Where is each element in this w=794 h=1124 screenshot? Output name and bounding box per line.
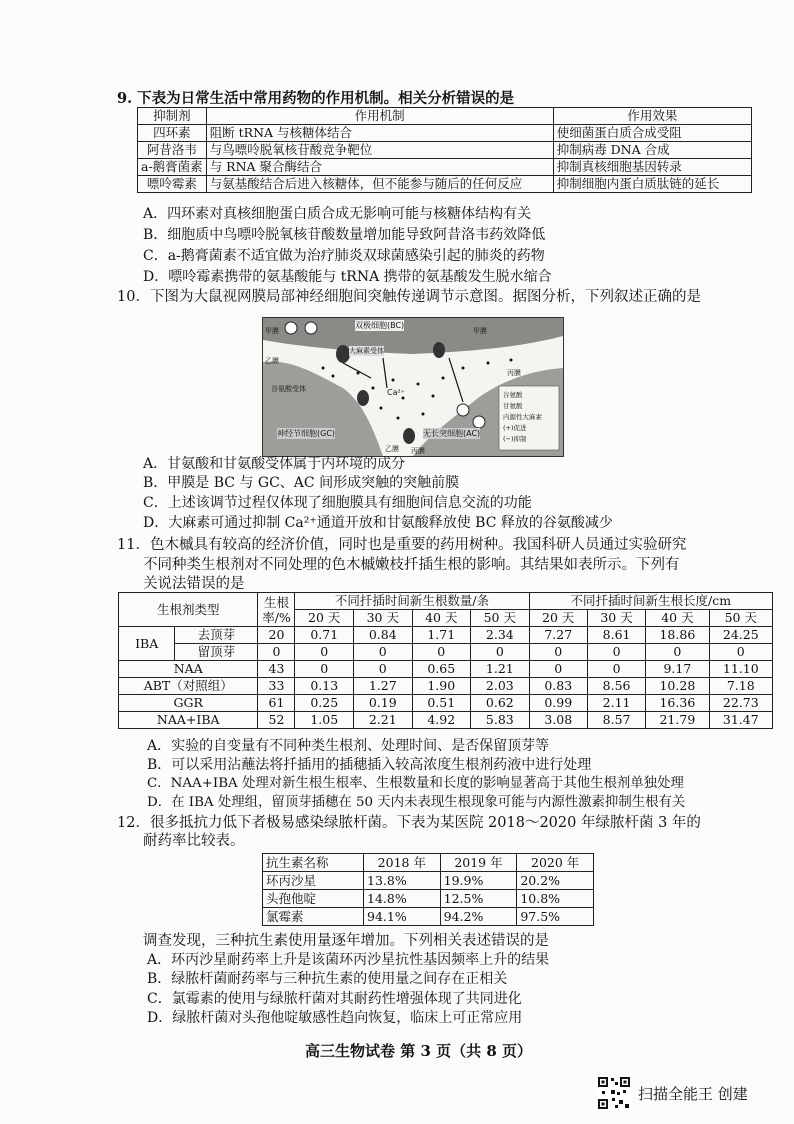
q12-cell: 20.2% bbox=[517, 872, 594, 890]
q10-option-d: D．大麻素可通过抑制 Ca²⁺通道开放和甘氨酸释放使 BC 释放的谷氨酸减少 bbox=[143, 515, 613, 531]
synapse-figure bbox=[262, 317, 564, 457]
q12-cell: 19.9% bbox=[440, 872, 517, 890]
cell: 0 bbox=[412, 644, 471, 661]
q9-cell: 使细菌蛋白质合成受阻 bbox=[553, 125, 751, 142]
cell: 0 bbox=[709, 644, 772, 661]
cell: 0.25 bbox=[295, 695, 354, 712]
q12-cell: 10.8% bbox=[517, 890, 594, 908]
cell: 0 bbox=[354, 644, 413, 661]
gc-label: 神经节细胞(GC) bbox=[277, 429, 336, 438]
q9-cell: 阿昔洛韦 bbox=[138, 142, 207, 159]
cell: 0 bbox=[587, 644, 645, 661]
cell: 0.83 bbox=[529, 678, 587, 695]
cell: 0.71 bbox=[295, 627, 354, 644]
signal-arrow bbox=[449, 358, 463, 402]
day-header: 50 天 bbox=[471, 610, 530, 627]
legend-promote: (+)促进 bbox=[503, 424, 527, 432]
q11-table bbox=[118, 592, 773, 729]
q12-table bbox=[262, 853, 594, 926]
signal-arrow bbox=[343, 363, 371, 378]
cell: 0 bbox=[354, 661, 413, 678]
cell: 33 bbox=[258, 678, 295, 695]
legend-inhibit: (−)抑制 bbox=[503, 435, 527, 443]
cannabinoid-receptor-icon bbox=[336, 345, 350, 363]
cell: 0.51 bbox=[412, 695, 471, 712]
day-header: 30 天 bbox=[354, 610, 413, 627]
q10-option-a: A．甘氨酸和甘氨酸受体属于内环境的成分 bbox=[143, 456, 406, 472]
q9-cell: 抑制病毒 DNA 合成 bbox=[553, 142, 751, 159]
q11-stem-line-1: 11．色木槭具有较高的经济价值，同时也是重要的药用树种。我国科研人员通过实验研究 bbox=[117, 537, 687, 553]
cell: 22.73 bbox=[709, 695, 772, 712]
cell: 7.18 bbox=[709, 678, 772, 695]
q12-cell: 14.8% bbox=[364, 890, 441, 908]
q9-cell: 抑制真核细胞基因转录 bbox=[553, 159, 751, 176]
q12-option-b: B．绿脓杆菌耐药率与三种抗生素的使用量之间存在正相关 bbox=[147, 971, 508, 987]
cell: 18.86 bbox=[646, 627, 709, 644]
q12-stem-line-2: 耐药率比较表。 bbox=[143, 833, 245, 849]
cell: 61 bbox=[258, 695, 295, 712]
ac-label: 无长突细胞(AC) bbox=[423, 429, 481, 438]
cell: 0 bbox=[529, 644, 587, 661]
q12-cell: 环丙沙星 bbox=[263, 872, 364, 890]
jia-membrane-left-label: 甲膜 bbox=[265, 327, 279, 335]
cell: 20 bbox=[258, 627, 295, 644]
cell: 7.27 bbox=[529, 627, 587, 644]
row-label: ABT（对照组） bbox=[119, 678, 258, 695]
q9-header-cell: 作用机制 bbox=[206, 108, 553, 125]
cell: 0.65 bbox=[412, 661, 471, 678]
bing-membrane-bottom-label: 丙膜 bbox=[411, 447, 425, 455]
cell: 0 bbox=[646, 644, 709, 661]
q11-header-length: 不同扦插时间新生根长度/cm bbox=[529, 593, 772, 610]
q9-cell: 与 RNA 聚合酶结合 bbox=[206, 159, 553, 176]
cell: 2.03 bbox=[471, 678, 530, 695]
cell: 3.08 bbox=[529, 712, 587, 729]
page-footer: 高三生物试卷 第 3 页（共 8 页） bbox=[305, 1042, 532, 1060]
q10-option-c: C．上述该调节过程仅体现了细胞膜具有细胞间信息交流的功能 bbox=[143, 495, 532, 511]
cell: 4.92 bbox=[412, 712, 471, 729]
q11-header-count: 不同扦插时间新生根数量/条 bbox=[295, 593, 529, 610]
qr-code-icon bbox=[597, 1076, 631, 1110]
cell: 0 bbox=[295, 644, 354, 661]
q9-cell: a-鹅膏菌素 bbox=[138, 159, 207, 176]
cell: 2.34 bbox=[471, 627, 530, 644]
q12-cell: 94.2% bbox=[440, 908, 517, 926]
cell: 43 bbox=[258, 661, 295, 678]
legend-glycine: 甘氨酸 bbox=[503, 402, 523, 410]
cell: 1.05 bbox=[295, 712, 354, 729]
receptor-icon bbox=[357, 390, 369, 406]
day-header: 30 天 bbox=[587, 610, 645, 627]
q9-header-cell: 作用效果 bbox=[553, 108, 751, 125]
cell: 10.28 bbox=[646, 678, 709, 695]
vesicle-icon bbox=[305, 322, 317, 334]
q12-header-cell: 2019 年 bbox=[440, 854, 517, 872]
cell: 0.13 bbox=[295, 678, 354, 695]
yi-membrane-left-label: 乙膜 bbox=[265, 357, 279, 365]
signal-arrow bbox=[383, 358, 387, 388]
row-label: GGR bbox=[119, 695, 258, 712]
cell: 21.79 bbox=[646, 712, 709, 729]
row-label: 留顶芽 bbox=[175, 644, 258, 661]
row-label: 去顶芽 bbox=[175, 627, 258, 644]
cell: 5.83 bbox=[471, 712, 530, 729]
cell: 8.57 bbox=[587, 712, 645, 729]
q9-cell: 与鸟嘌呤脱氧核苷酸竞争靶位 bbox=[206, 142, 553, 159]
cell: 1.27 bbox=[354, 678, 413, 695]
q12-cell: 头孢他啶 bbox=[263, 890, 364, 908]
cell: 0 bbox=[587, 661, 645, 678]
q12-option-d: D．绿脓杆菌对头孢他啶敏感性趋向恢复，临床上可正常应用 bbox=[147, 1010, 523, 1026]
cell: 0 bbox=[295, 661, 354, 678]
cell: 31.47 bbox=[709, 712, 772, 729]
legend-glutamate: 谷氨酸 bbox=[503, 391, 523, 399]
bc-label: 双极细胞(BC) bbox=[355, 321, 405, 330]
figure-legend bbox=[503, 390, 542, 445]
cell: 0.84 bbox=[354, 627, 413, 644]
vesicle-icon bbox=[457, 404, 469, 416]
row-label: NAA+IBA bbox=[119, 712, 258, 729]
vesicle-icon bbox=[473, 416, 485, 428]
q9-option-c: C．a-鹅膏菌素不适宜做为治疗肺炎双球菌感染引起的肺炎的药物 bbox=[143, 248, 545, 264]
legend-endocannabinoid: 内源性大麻素 bbox=[503, 413, 542, 421]
q11-option-a: A．实验的自变量有不同种类生根剂、处理时间、是否保留顶芽等 bbox=[147, 738, 550, 754]
q12-stem-line-1: 12．很多抵抗力低下者极易感染绿脓杆菌。下表为某医院 2018～2020 年绿脓杆菌 3 年的 bbox=[117, 815, 701, 831]
q12-option-a: A．环丙沙星耐药率上升是该菌环丙沙星抗性基因频率上升的结果 bbox=[147, 952, 550, 968]
q12-cell: 12.5% bbox=[440, 890, 517, 908]
q9-option-b: B．细胞质中鸟嘌呤脱氧核苷酸数量增加能导致阿昔洛韦药效降低 bbox=[143, 227, 546, 243]
day-header: 50 天 bbox=[709, 610, 772, 627]
day-header: 20 天 bbox=[529, 610, 587, 627]
cell: 2.21 bbox=[354, 712, 413, 729]
channel-icon bbox=[433, 342, 445, 358]
q12-header-cell: 2018 年 bbox=[364, 854, 441, 872]
q11-option-b: B．可以采用沾蘸法将扦插用的插穗插入较高浓度生根剂药液中进行处理 bbox=[147, 757, 592, 773]
q9-cell: 抑制细胞内蛋白质肽链的延长 bbox=[553, 176, 751, 193]
cell: 8.56 bbox=[587, 678, 645, 695]
cell: 1.21 bbox=[471, 661, 530, 678]
cell: 0.19 bbox=[354, 695, 413, 712]
q11-header-rate: 生根率/% bbox=[258, 593, 295, 627]
vesicle-icon bbox=[285, 322, 297, 334]
day-header: 20 天 bbox=[295, 610, 354, 627]
q12-option-c: C．氯霉素的使用与绿脓杆菌对其耐药性增强体现了共同进化 bbox=[147, 991, 522, 1007]
cell: 9.17 bbox=[646, 661, 709, 678]
glutamate-receptor-label: 谷氨酸受体 bbox=[271, 385, 306, 393]
q9-option-a: A．四环素对真核细胞蛋白质合成无影响可能与核糖体结构有关 bbox=[143, 206, 532, 222]
cell: 0 bbox=[258, 644, 295, 661]
cell: 16.36 bbox=[646, 695, 709, 712]
cell: 1.71 bbox=[412, 627, 471, 644]
q9-option-d: D．嘌呤霉素携带的氨基酸能与 tRNA 携带的氨基酸发生脱水缩合 bbox=[143, 269, 552, 285]
scanner-watermark: 扫描全能王 创建 bbox=[638, 1085, 748, 1103]
q12-cell: 氯霉素 bbox=[263, 908, 364, 926]
cell: 1.90 bbox=[412, 678, 471, 695]
day-header: 40 天 bbox=[412, 610, 471, 627]
q11-option-d: D．在 IBA 处理组，留顶芽插穗在 50 天内未表现生根现象可能与内源性激素抑制生根有关 bbox=[147, 795, 686, 810]
q9-table bbox=[137, 107, 752, 193]
q11-header-type: 生根剂类型 bbox=[119, 593, 258, 627]
cell: 0 bbox=[529, 661, 587, 678]
q11-stem-line-2: 不同种类生根剂对不同处理的色木槭嫩枝扦插生根的影响。其结果如表所示。下列有 bbox=[143, 557, 680, 573]
calcium-label: Ca²⁺ bbox=[387, 388, 405, 397]
q12-cell: 13.8% bbox=[364, 872, 441, 890]
cell: 0 bbox=[471, 644, 530, 661]
iba-label: IBA bbox=[119, 627, 175, 661]
jia-membrane-right-label: 甲膜 bbox=[473, 327, 487, 335]
ganglion-cell-shape bbox=[263, 361, 383, 456]
receptor-icon bbox=[403, 428, 415, 444]
cell: 0.99 bbox=[529, 695, 587, 712]
cell: 11.10 bbox=[709, 661, 772, 678]
cell: 24.25 bbox=[709, 627, 772, 644]
cell: 2.11 bbox=[587, 695, 645, 712]
row-label: NAA bbox=[119, 661, 258, 678]
day-header: 40 天 bbox=[646, 610, 709, 627]
q12-header-cell: 2020 年 bbox=[517, 854, 594, 872]
q11-option-c: C．NAA+IBA 处理对新生根生根率、生根数量和长度的影响显著高于其他生根剂单独处理 bbox=[147, 776, 684, 791]
q9-cell: 与氨基酸结合后进入核糖体，但不能参与随后的任何反应 bbox=[206, 176, 553, 193]
q9-cell: 阻断 tRNA 与核糖体结合 bbox=[206, 125, 553, 142]
q12-after-text: 调查发现，三种抗生素使用量逐年增加。下列相关表述错误的是 bbox=[143, 933, 549, 949]
bing-membrane-right-label: 丙膜 bbox=[507, 369, 521, 377]
q10-stem: 10．下图为大鼠视网膜局部神经细胞间突触传递调节示意图。据图分析，下列叙述正确的是 bbox=[117, 289, 701, 305]
cell: 8.61 bbox=[587, 627, 645, 644]
q12-header-cell: 抗生素名称 bbox=[263, 854, 364, 872]
cannabinoid-receptor-label: 大麻素受体 bbox=[349, 347, 384, 355]
q12-cell: 94.1% bbox=[364, 908, 441, 926]
q11-stem-line-3: 关说法错误的是 bbox=[143, 576, 245, 592]
q9-cell: 嘌呤霉素 bbox=[138, 176, 207, 193]
cell: 52 bbox=[258, 712, 295, 729]
q12-cell: 97.5% bbox=[517, 908, 594, 926]
cell: 0.62 bbox=[471, 695, 530, 712]
q9-cell: 四环素 bbox=[138, 125, 207, 142]
yi-membrane-bottom-label: 乙膜 bbox=[385, 445, 399, 453]
q9-header-cell: 抑制剂 bbox=[138, 108, 207, 125]
q10-option-b: B．甲膜是 BC 与 GC、AC 间形成突触的突触前膜 bbox=[143, 475, 460, 491]
q9-stem: 9. 下表为日常生活中常用药物的作用机制。相关分析错误的是 bbox=[117, 90, 515, 107]
